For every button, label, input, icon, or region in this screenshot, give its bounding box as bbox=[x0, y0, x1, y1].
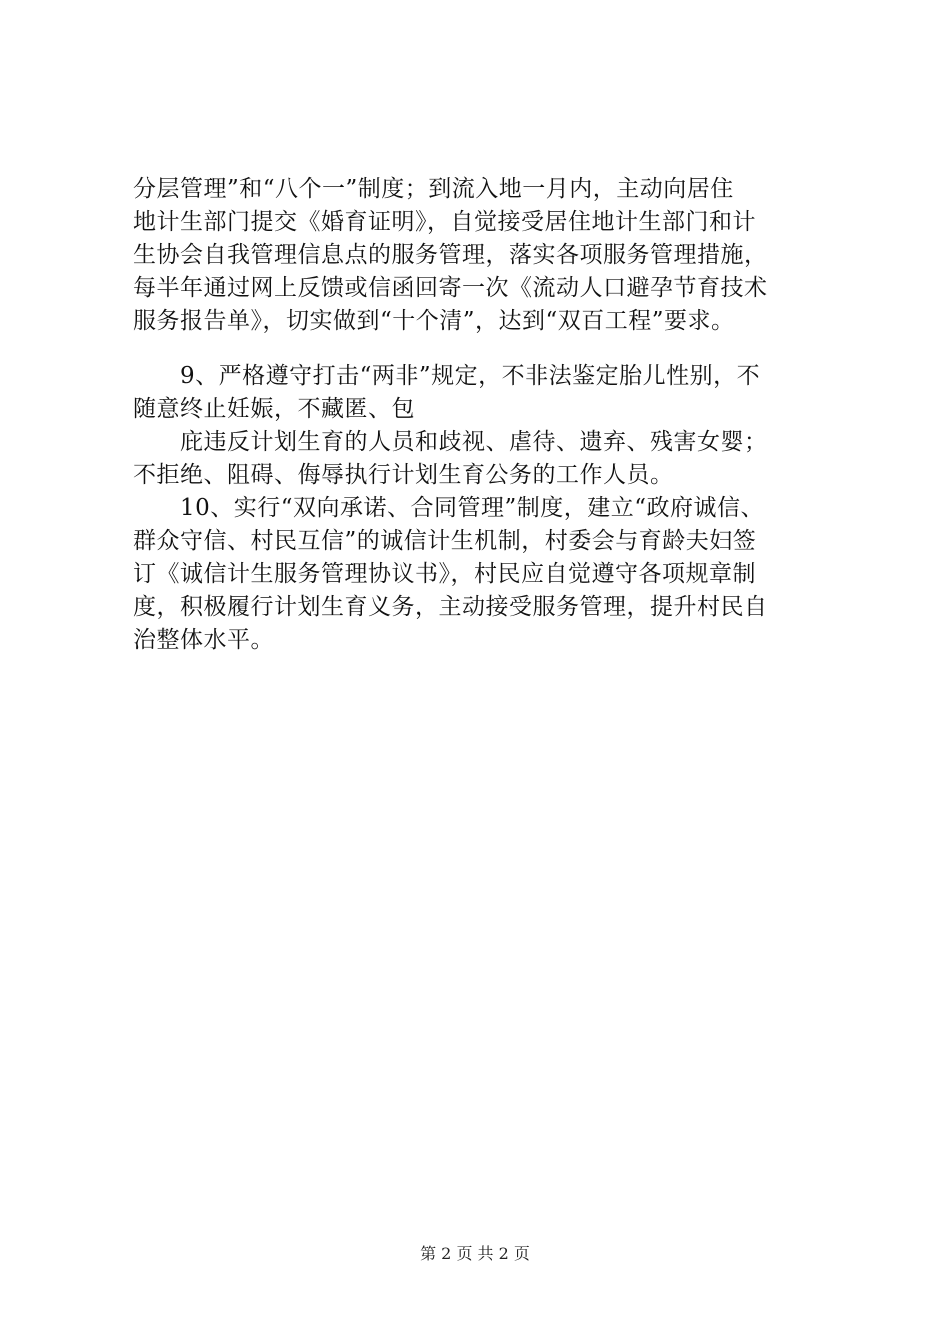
text-line: 治整体水平。 bbox=[133, 627, 274, 653]
text-line: 地计生部门提交《婚育证明》，自觉接受居住地计生部门和计 bbox=[133, 209, 756, 235]
text-line: 庇违反计划生育的人员和歧视、虐待、遗弃、残害女婴； bbox=[180, 429, 768, 455]
text-line: 不拒绝、阻碍、侮辱执行计划生育公务的工作人员。 bbox=[133, 462, 674, 488]
page-number-footer: 第 2 页 共 2 页 bbox=[420, 1244, 530, 1263]
text-line: 群众守信、村民互信”的诚信计生机制，村委会与育龄夫妇签 bbox=[133, 528, 757, 554]
text-line: 度，积极履行计划生育义务，主动接受服务管理，提升村民自 bbox=[133, 594, 768, 620]
clause-9-line: 9、严格遵守打击“两非”规定，不非法鉴定胎儿性别，不 bbox=[180, 363, 761, 389]
text-line: 分层管理”和“八个一”制度；到流入地一月内，主动向居住 bbox=[133, 176, 734, 202]
text-line: 服务报告单》，切实做到“十个清”，达到“双百工程”要求。 bbox=[133, 308, 735, 334]
text-line: 订《诚信计生服务管理协议书》，村民应自觉遵守各项规章制 bbox=[133, 561, 756, 587]
text-line: 每半年通过网上反馈或信函回寄一次《流动人口避孕节育技术 bbox=[133, 275, 768, 301]
text-line: 随意终止妊娠，不藏匿、包 bbox=[133, 396, 415, 422]
text-line: 生协会自我管理信息点的服务管理，落实各项服务管理措施， bbox=[133, 242, 768, 268]
clause-10-line: 10、实行“双向承诺、合同管理”制度，建立“政府诚信、 bbox=[180, 495, 765, 521]
